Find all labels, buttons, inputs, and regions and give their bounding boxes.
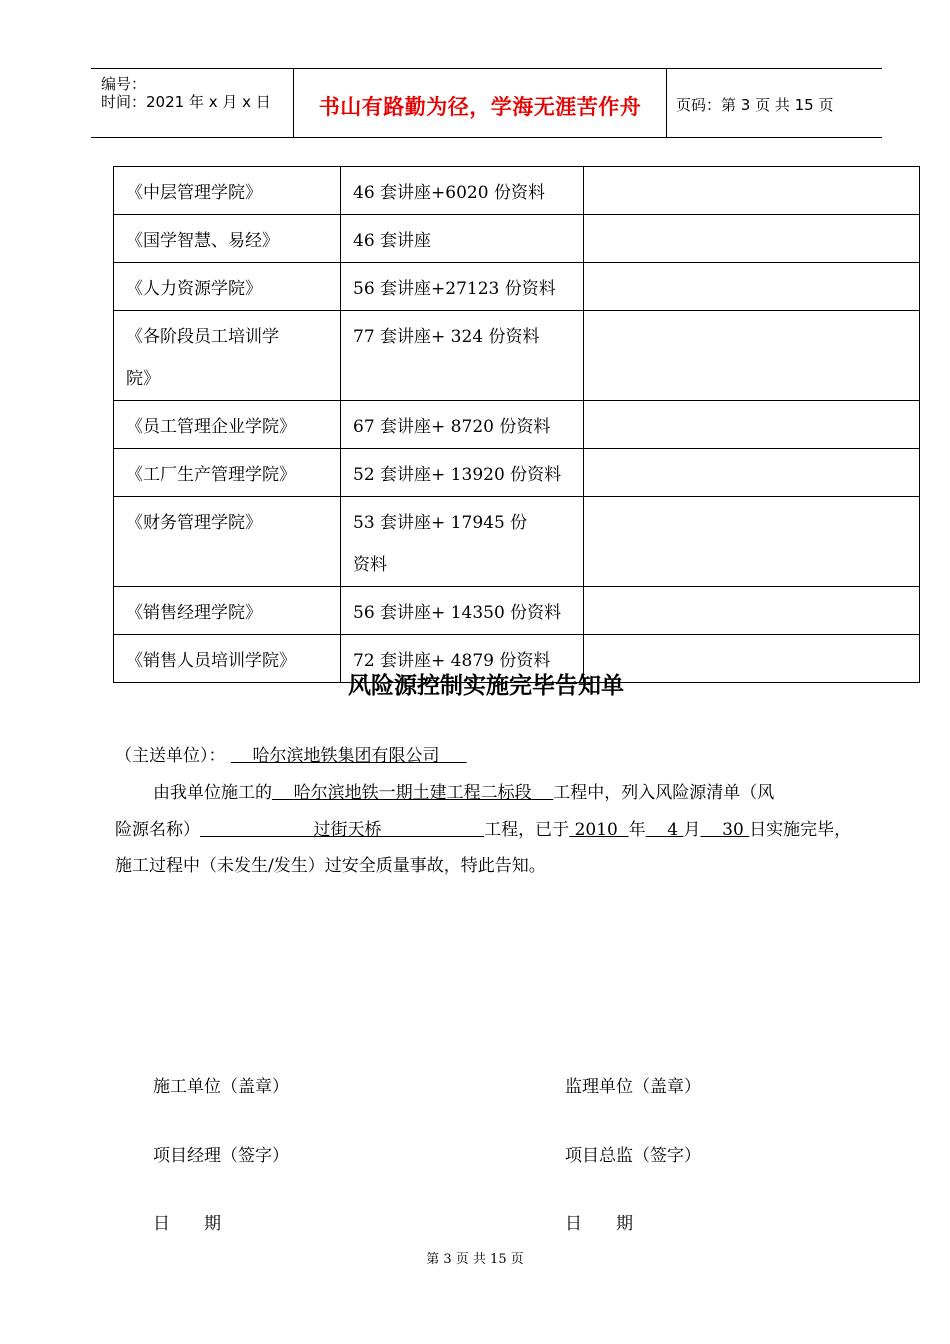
recipient-value: 哈尔滨地铁集团有限公司 <box>252 746 440 766</box>
course-note-cell <box>584 263 920 311</box>
table-row <box>114 215 920 263</box>
contractor-unit-label: 施工单位（盖章） <box>153 1077 289 1097</box>
date-left-label: 日 期 <box>153 1214 221 1234</box>
completion-label: 工程，已于 <box>484 820 570 840</box>
table-row <box>114 263 920 311</box>
table-row <box>114 167 920 215</box>
chief-supervisor-label: 项目总监（签字） <box>565 1146 701 1166</box>
header-motto: 书山有路勤为径，学海无涯苦作舟 <box>318 95 642 119</box>
header-motto-cell <box>293 69 667 137</box>
project-name: 哈尔滨地铁一期土建工程二标段 <box>293 783 532 803</box>
table-row <box>114 497 920 587</box>
page-footer: 第 3 页 共 15 页 <box>426 1252 524 1267</box>
document-time-label: 时间：2021 年 x 月 x 日 <box>101 93 271 111</box>
notice-paragraph-line-3: 施工过程中（未发生/发生）过安全质量事故，特此告知。 <box>115 856 546 876</box>
date-right-label: 日 期 <box>565 1214 633 1234</box>
header-page-cell <box>666 69 882 137</box>
course-name-cell: 《销售经理学院》 <box>114 587 341 635</box>
course-content-cell: 56 套讲座+ 14350 份资料 <box>341 587 584 635</box>
supervisor-unit-label: 监理单位（盖章） <box>565 1077 701 1097</box>
course-content-cell: 72 套讲座+ 4879 份资料 <box>341 635 584 683</box>
completion-day: 30 <box>722 820 744 840</box>
completion-suffix: 日实施完毕， <box>749 820 852 840</box>
course-content-cell: 46 套讲座 <box>341 215 584 263</box>
course-name-cell: 《员工管理企业学院》 <box>114 401 341 449</box>
course-name-cell: 《人力资源学院》 <box>114 263 341 311</box>
completion-month: 4 <box>667 820 679 840</box>
course-note-cell <box>584 449 920 497</box>
paragraph-suffix: 工程中，列入风险源清单（风 <box>553 783 775 803</box>
table-row <box>114 401 920 449</box>
header-info-cell <box>91 69 293 137</box>
table-row <box>114 311 920 401</box>
notice-paragraph-line-1 <box>153 783 774 803</box>
course-table <box>113 166 920 683</box>
course-content-cell: 77 套讲座+ 324 份资料 <box>341 311 584 401</box>
course-name-cell: 《各阶段员工培训学院》 <box>114 311 341 401</box>
table-row <box>114 449 920 497</box>
course-content-cell: 52 套讲座+ 13920 份资料 <box>341 449 584 497</box>
page-header <box>91 68 882 138</box>
risk-name-value: 过街天桥 <box>313 820 382 840</box>
course-name-cell: 《工厂生产管理学院》 <box>114 449 341 497</box>
risk-name-label: 险源名称） <box>115 820 200 840</box>
notice-title: 风险源控制实施完毕告知单 <box>348 673 624 699</box>
header-page-number: 页码：第 3 页 共 15 页 <box>676 96 834 114</box>
course-note-cell <box>584 311 920 401</box>
course-name-cell: 《中层管理学院》 <box>114 167 341 215</box>
paragraph-prefix: 由我单位施工的 <box>153 783 272 803</box>
course-note-cell <box>584 167 920 215</box>
course-content-cell: 67 套讲座+ 8720 份资料 <box>341 401 584 449</box>
course-note-cell <box>584 587 920 635</box>
table-row <box>114 587 920 635</box>
course-note-cell <box>584 215 920 263</box>
recipient-line <box>115 746 467 766</box>
year-unit: 年 <box>628 820 646 840</box>
course-content-cell: 46 套讲座+6020 份资料 <box>341 167 584 215</box>
course-note-cell <box>584 401 920 449</box>
notice-paragraph-line-2 <box>115 820 851 840</box>
course-content-cell: 56 套讲座+27123 份资料 <box>341 263 584 311</box>
project-manager-label: 项目经理（签字） <box>153 1146 289 1166</box>
completion-year: 2010 <box>574 820 618 840</box>
course-name-cell: 《国学智慧、易经》 <box>114 215 341 263</box>
month-unit: 月 <box>683 820 701 840</box>
document-number-label: 编号： <box>101 75 147 93</box>
recipient-label: （主送单位）： <box>115 746 226 766</box>
course-note-cell <box>584 497 920 587</box>
course-content-cell: 53 套讲座+ 17945 份资料 <box>341 497 584 587</box>
course-name-cell: 《财务管理学院》 <box>114 497 341 587</box>
course-name-cell: 《销售人员培训学院》 <box>114 635 341 683</box>
